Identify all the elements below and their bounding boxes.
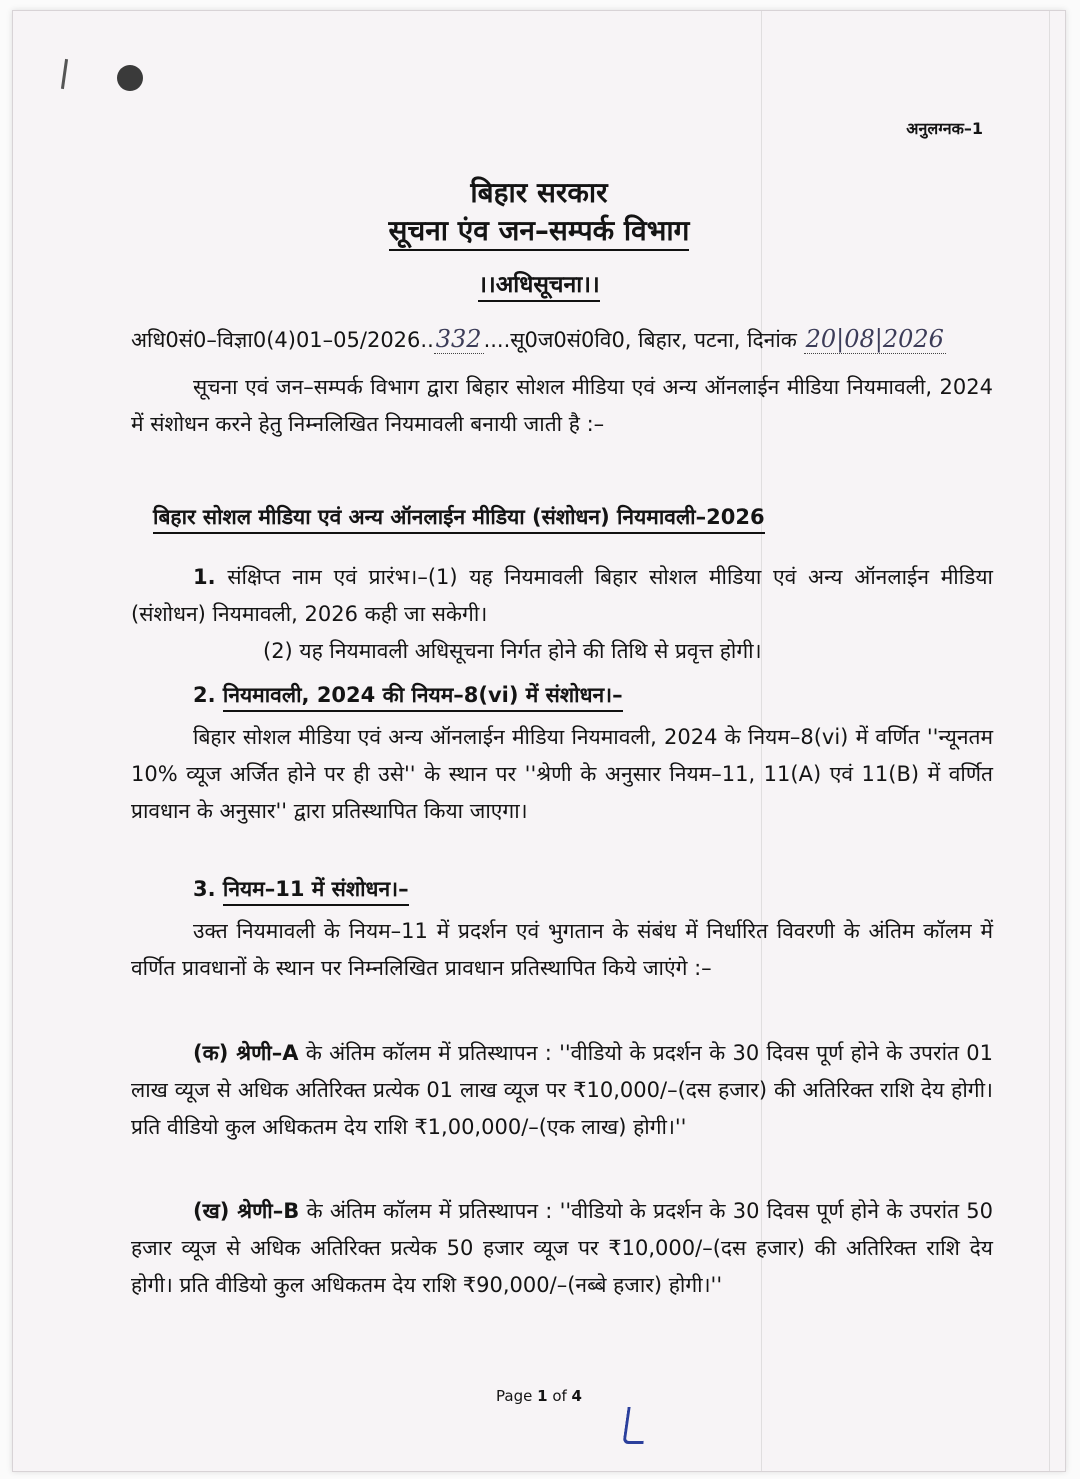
intro-paragraph: सूचना एवं जन–सम्पर्क विभाग द्वारा बिहार सोशल मीडिया एवं अन्य ऑनलाईन मीडिया नियमावली, 2024 में संशोधन करने हेतु निम्नलिखित नियमावली बनायी जाती है :–: [131, 375, 994, 436]
document-page: [12, 10, 1066, 1472]
page-footer: Page 1 of 4: [496, 1387, 582, 1405]
page-total: 4: [571, 1387, 582, 1405]
section-2-text: बिहार सोशल मीडिया एवं अन्य ऑनलाईन मीडिया नियमावली, 2024 के नियम–8(vi) में वर्णित ''न्यूनतम 10% व्यूज अर्जित होने पर ही उसे'' के स्थान पर ''श्रेणी के अनुसार नियम–11, 11(A) एवं 11(B) में वर्णित प्रावधान के अनुसार'' द्वारा प्रतिस्थापित किया जाएगा।: [131, 725, 993, 823]
rules-title: बिहार सोशल मीडिया एवं अन्य ऑनलाईन मीडिया (संशोधन) नियमावली–2026: [153, 503, 765, 531]
section-3-heading: 3. नियम–11 में संशोधन।–: [193, 875, 409, 903]
section-3-text: उक्त नियमावली के नियम–11 में प्रदर्शन एवं भुगतान के संबंध में निर्धारित विवरणी के अंतिम कॉलम में वर्णित प्रावधानों के स्थान पर निम्नलिखित प्रावधान प्रतिस्थापित किये जाएंगे :–: [131, 919, 993, 980]
punch-hole: [117, 65, 143, 91]
annexure-label: अनुलग्नक–1: [906, 119, 983, 138]
notification-heading: ।।अधिसूचना।।: [13, 267, 1065, 299]
clause-a: (क) श्रेणी–A के अंतिम कॉलम में प्रतिस्थापन : ''वीडियो के प्रदर्शन के 30 दिवस पूर्ण होने के उपरांत 01 लाख व्यूज से अधिक अतिरिक्त प्रत्येक 01 लाख व्यूज पर ₹10,000/–(दस हजार) की अतिरिक्त राशि देय होगी। प्रति वीडियो कुल अधिकतम देय राशि ₹1,00,000/–(एक लाख) होगी।'': [131, 1041, 993, 1139]
reference-prefix: अधि0सं0–विज्ञा0(4)01–05/2026..: [131, 328, 434, 352]
government-title: बिहार सरकार: [470, 176, 608, 209]
reference-middle: ....सू0ज0सं0वि0, बिहार, पटना, दिनांक: [483, 328, 804, 352]
pen-mark: [61, 59, 68, 89]
department-title: सूचना एंव जन–सम्पर्क विभाग: [13, 211, 1065, 249]
handwritten-initial: [622, 1407, 648, 1444]
reference-line: [131, 325, 946, 354]
page-number: 1: [537, 1387, 548, 1405]
section-1-sub: (2) यह नियमावली अधिसूचना निर्गत होने की तिथि से प्रवृत्त होगी।: [263, 639, 762, 663]
section-1: 1. संक्षिप्त नाम एवं प्रारंभ।–(1) यह नियमावली बिहार सोशल मीडिया एवं अन्य ऑनलाईन मीडिया (संशोधन) नियमावली, 2026 कही जा सकेगी। (2) यह नियमावली अधिसूचना निर्गत होने की तिथि से प्रवृत्त होगी।: [131, 559, 993, 670]
notification-date: 20|08|2026: [805, 325, 944, 353]
section-2-heading: 2. नियमावली, 2024 की नियम–8(vi) में संशोधन।–: [193, 681, 623, 709]
clause-b: (ख) श्रेणी–B के अंतिम कॉलम में प्रतिस्थापन : ''वीडियो के प्रदर्शन के 30 दिवस पूर्ण होने के उपरांत 50 हजार व्यूज से अधिक अतिरिक्त प्रत्येक 50 हजार व्यूज पर ₹10,000/–(दस हजार) की अतिरिक्त राशि देय होगी। प्रति वीडियो कुल अधिकतम देय राशि ₹90,000/–(नब्बे हजार) होगी।'': [131, 1199, 993, 1297]
notification-number: 332: [435, 325, 482, 353]
